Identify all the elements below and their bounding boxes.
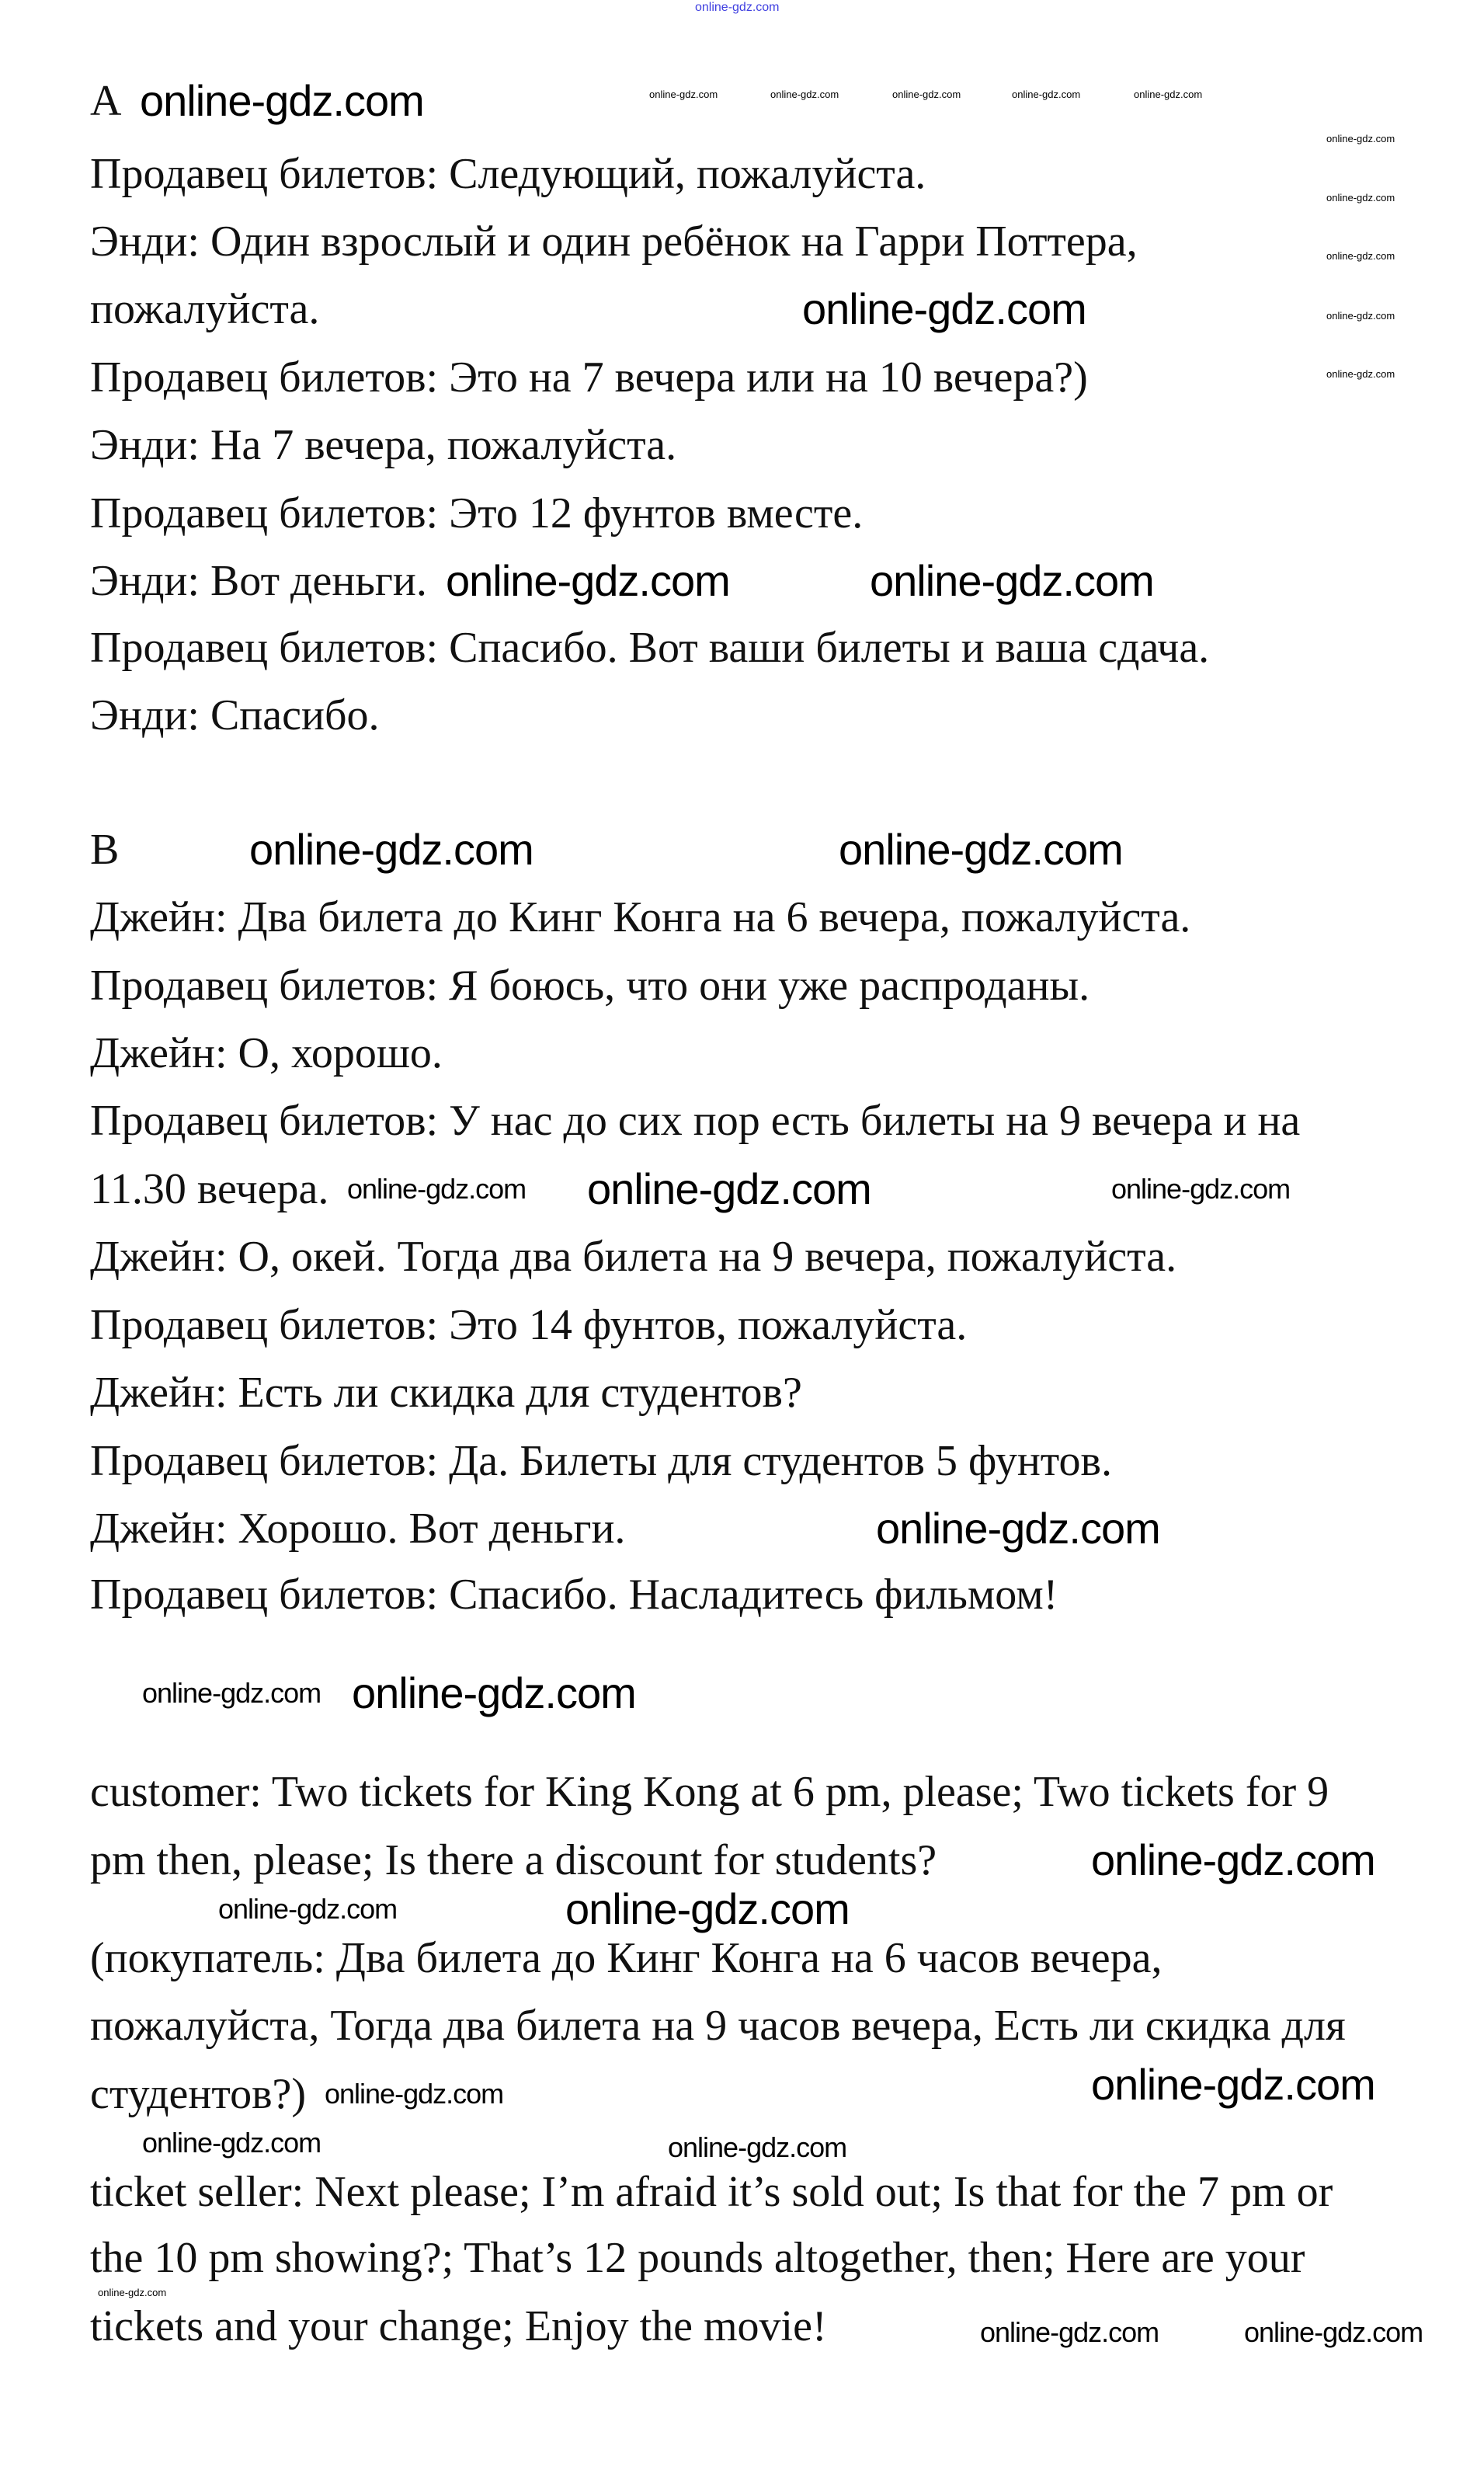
watermark: online-gdz.com — [1326, 310, 1395, 322]
answer-line: tickets and your change; Enjoy the movie! — [90, 2302, 827, 2350]
watermark: online-gdz.com — [1111, 1173, 1291, 1205]
dialogue-line: Продавец билетов: Следующий, пожалуйста. — [90, 150, 926, 198]
answer-line: customer: Two tickets for King Kong at 6 pm, please; Two tickets for 9 — [90, 1768, 1329, 1816]
watermark: online-gdz.com — [980, 2316, 1159, 2348]
watermark: online-gdz.com — [140, 76, 424, 125]
watermark: online-gdz.com — [1134, 89, 1203, 100]
dialogue-line: Джейн: О, хорошо. — [90, 1029, 443, 1077]
dialogue-line: Джейн: О, окей. Тогда два билета на 9 вечера, пожалуйста. — [90, 1233, 1177, 1281]
watermark: online-gdz.com — [770, 89, 839, 100]
watermark: online-gdz.com — [1326, 192, 1395, 204]
dialogue-line: Энди: Один взрослый и один ребёнок на Гарри Поттера, — [90, 217, 1138, 266]
dialogue-line: Продавец билетов: Это 14 фунтов, пожалуйста. — [90, 1301, 968, 1349]
dialogue-line: Джейн: Два билета до Кинг Конга на 6 вечера, пожалуйста. — [90, 893, 1191, 941]
watermark: online-gdz.com — [1091, 2060, 1375, 2109]
dialogue-line: Продавец билетов: Спасибо. Насладитесь фильмом! — [90, 1571, 1058, 1619]
answer-line: (покупатель: Два билета до Кинг Конга на 6 часов вечера, — [90, 1934, 1163, 1982]
answer-line: ticket seller: Next please; I’m afraid it’s sold out; Is that for the 7 pm or — [90, 2168, 1333, 2216]
answer-line: пожалуйста, Тогда два билета на 9 часов вечера, Есть ли скидка для — [90, 2002, 1346, 2050]
dialogue-line: Продавец билетов: Это 12 фунтов вместе. — [90, 489, 864, 537]
dialogue-line: пожалуйста. — [90, 285, 320, 333]
dialogue-line: Джейн: Есть ли скидка для студентов? — [90, 1369, 802, 1417]
dialogue-line: Продавец билетов: Это на 7 вечера или на 10 вечера?) — [90, 353, 1088, 402]
dialogue-line: Продавец билетов: Спасибо. Вот ваши билеты и ваша сдача. — [90, 624, 1210, 672]
watermark: online-gdz.com — [839, 825, 1123, 874]
answer-line: pm then, please; Is there a discount for students? — [90, 1836, 937, 1884]
watermark: online-gdz.com — [98, 2287, 167, 2298]
watermark: online-gdz.com — [446, 556, 730, 605]
answer-line: студентов?) — [90, 2070, 307, 2118]
watermark: online-gdz.com — [142, 1677, 321, 1709]
watermark: online-gdz.com — [1326, 250, 1395, 262]
dialogue-line: Энди: Спасибо. — [90, 691, 380, 739]
watermark: online-gdz.com — [892, 89, 961, 100]
dialogue-line: Джейн: Хорошо. Вот деньги. — [90, 1505, 626, 1553]
answer-line: the 10 pm showing?; That’s 12 pounds altogether, then; Here are your — [90, 2234, 1305, 2282]
watermark: online-gdz.com — [352, 1668, 636, 1717]
watermark: online-gdz.com — [1326, 133, 1395, 144]
watermark: online-gdz.com — [565, 1884, 850, 1933]
watermark: online-gdz.com — [876, 1504, 1160, 1553]
watermark: online-gdz.com — [142, 2127, 321, 2159]
dialogue-line: Продавец билетов: Я боюсь, что они уже распроданы. — [90, 962, 1090, 1010]
watermark: online-gdz.com — [1012, 89, 1081, 100]
watermark: online-gdz.com — [649, 89, 718, 100]
watermark: online-gdz.com — [347, 1173, 527, 1205]
section-b-label: B — [90, 826, 120, 874]
watermark: online-gdz.com — [249, 825, 533, 874]
watermark: online-gdz.com — [218, 1893, 398, 1925]
watermark: online-gdz.com — [1091, 1835, 1375, 1884]
dialogue-line: Продавец билетов: У нас до сих пор есть билеты на 9 вечера и на — [90, 1097, 1301, 1145]
watermark: online-gdz.com — [1244, 2316, 1423, 2348]
watermark: online-gdz.com — [325, 2078, 504, 2110]
section-a-label: A — [90, 77, 122, 125]
watermark: online-gdz.com — [587, 1164, 871, 1213]
dialogue-line: Энди: На 7 вечера, пожалуйста. — [90, 421, 677, 469]
dialogue-line: Энди: Вот деньги. — [90, 557, 427, 605]
dialogue-line: 11.30 вечера. — [90, 1165, 329, 1213]
watermark: online-gdz.com — [870, 556, 1154, 605]
dialogue-line: Продавец билетов: Да. Билеты для студентов 5 фунтов. — [90, 1437, 1112, 1485]
watermark: online-gdz.com — [1326, 368, 1395, 380]
watermark: online-gdz.com — [695, 1, 780, 14]
watermark: online-gdz.com — [802, 284, 1086, 333]
watermark: online-gdz.com — [668, 2131, 847, 2163]
